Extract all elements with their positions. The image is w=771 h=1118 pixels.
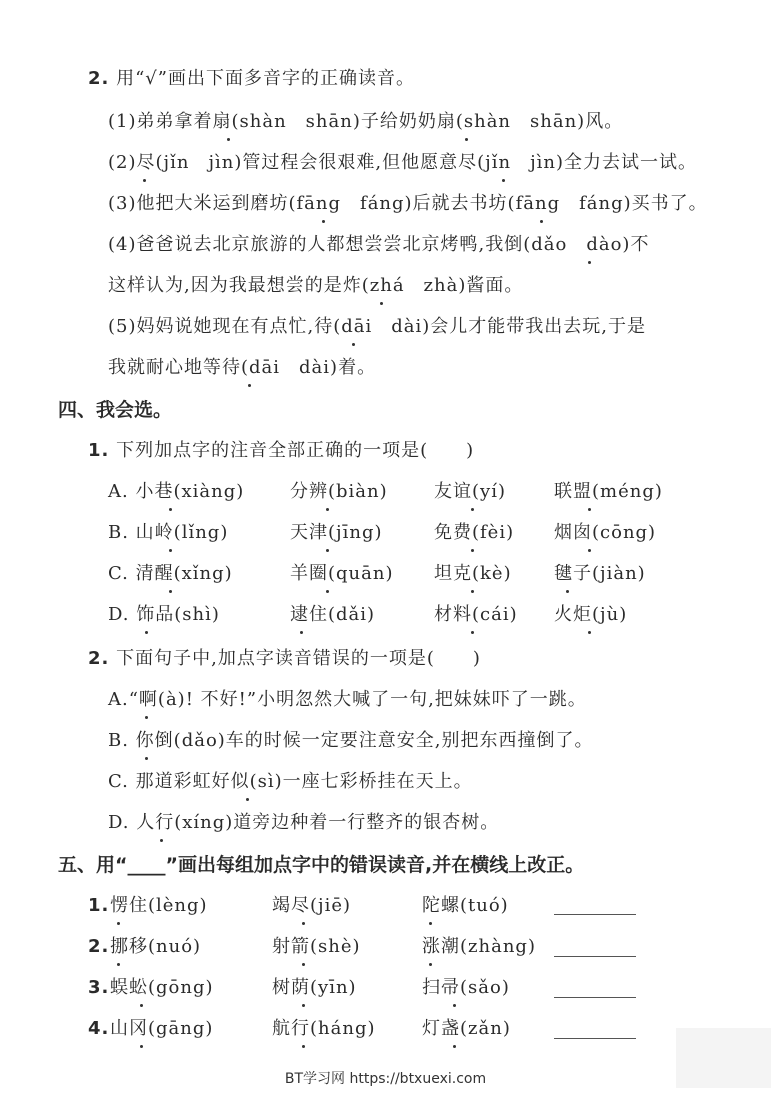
emphasis-dot [117,963,120,966]
emphasis-dot [300,631,303,634]
option-d-3: 材料(cái) [434,604,518,625]
row-4-word-1: 山冈(gāng) [110,1018,214,1039]
emphasis-dot [140,1045,143,1048]
emphasis-dot [471,590,474,593]
emphasis-dot [429,922,432,925]
row-4 [88,1016,109,1042]
sentence-3: (3)他把大米运到磨坊(fāng fáng)后就去书坊(fāng fáng)买书了。 [108,193,708,214]
row-number: 3. [88,977,110,998]
emphasis-dot [566,590,569,593]
choice-a: A.“啊(à)! 不好!”小明忽然大喊了一句,把妹妹吓了一跳。 [108,689,587,710]
emphasis-dot [326,590,329,593]
row-1-word-2: 竭尽(jiē) [272,895,352,916]
emphasis-dot [302,1045,305,1048]
sentence-4: (4)爸爸说去北京旅游的人都想尝尝北京烤鸭,我倒(dǎo dào)不 [108,234,650,255]
sentence-5-cont: 我就耐心地等待(dāi dài)着。 [108,357,377,378]
emphasis-dot [302,963,305,966]
answer-blank-2[interactable] [554,955,636,957]
sentence-5: (5)妈妈说她现在有点忙,待(dāi dài)会儿才能带我出去玩,于是 [108,316,647,337]
row-number: 4. [88,1018,110,1039]
emphasis-dot [502,179,505,182]
option-d-2: 逮住(dǎi) [290,604,376,625]
emphasis-dot [471,631,474,634]
question-number: 2. [88,648,110,669]
emphasis-dot [588,631,591,634]
emphasis-dot [471,508,474,511]
option-a-3: 友谊(yí) [434,481,506,502]
emphasis-dot [143,179,146,182]
emphasis-dot [302,922,305,925]
footer-watermark: BT学习网 https://btxuexi.com [284,1071,487,1087]
sentence-2: (2)尽(jǐn jìn)管过程会很艰难,但他愿意尽(jǐn jìn)全力去试一试。 [108,152,698,173]
choice-c: C. 那道彩虹好似(sì)一座七彩桥挂在天上。 [108,771,473,792]
row-1-word-1: 愣住(lèng) [110,895,208,916]
emphasis-dot [588,549,591,552]
answer-blank-3[interactable] [554,996,636,998]
row-number: 2. [88,936,110,957]
section-4-q1 [88,438,474,464]
row-3 [88,975,109,1001]
emphasis-dot [429,963,432,966]
emphasis-dot [117,922,120,925]
emphasis-dot [453,1045,456,1048]
emphasis-dot [169,549,172,552]
row-3-word-1: 蜈蚣(gōng) [110,977,214,998]
row-2-word-3: 涨潮(zhàng) [422,936,536,957]
option-c-4: 毽子(jiàn) [554,563,646,584]
row-2-word-2: 射箭(shè) [272,936,361,957]
row-2 [88,934,109,960]
option-b-2: 天津(jīng) [290,522,383,543]
question-text: 用“√”画出下面多音字的正确读音。 [116,68,415,89]
emphasis-dot [227,138,230,141]
row-3-word-2: 树荫(yīn) [272,977,357,998]
row-1-word-3: 陀螺(tuó) [422,895,509,916]
option-d-1: D. 饰品(shì) [108,604,220,625]
option-b-3: 免费(fèi) [434,522,515,543]
emphasis-dot [145,716,148,719]
row-2-word-1: 挪移(nuó) [110,936,202,957]
question-2-title [88,66,415,92]
question-number: 1. [88,440,110,461]
option-c-3: 坦克(kè) [434,563,512,584]
sentence-4-cont: 这样认为,因为我最想尝的是炸(zhá zhà)酱面。 [108,275,524,296]
emphasis-dot [465,138,468,141]
sentence-1: (1)弟弟拿着扇(shàn shān)子给奶奶扇(shàn shān)风。 [108,111,624,132]
question-number: 2. [88,68,110,89]
emphasis-dot [380,302,383,305]
emphasis-dot [326,549,329,552]
emphasis-dot [302,1004,305,1007]
emphasis-dot [169,508,172,511]
emphasis-dot [326,508,329,511]
section-5-title: 五、用“____”画出每组加点字中的错误读音,并在横线上改正。 [58,854,585,876]
option-b-1: B. 山岭(lǐng) [108,522,229,543]
option-a-4: 联盟(méng) [554,481,663,502]
emphasis-dot [540,220,543,223]
option-c-1: C. 清醒(xǐng) [108,563,233,584]
emphasis-dot [160,839,163,842]
answer-blank-4[interactable] [554,1037,636,1039]
row-number: 1. [88,895,110,916]
emphasis-dot [140,1004,143,1007]
emphasis-dot [352,343,355,346]
option-c-2: 羊圈(quān) [290,563,394,584]
emphasis-dot [145,757,148,760]
answer-blank-1[interactable] [554,913,636,915]
emphasis-dot [246,798,249,801]
row-3-word-3: 扫帚(sǎo) [422,977,510,998]
section-4-q2 [88,646,481,672]
emphasis-dot [145,631,148,634]
emphasis-dot [322,220,325,223]
emphasis-dot [471,549,474,552]
option-a-2: 分辨(biàn) [290,481,388,502]
row-1 [88,893,109,919]
emphasis-dot [248,384,251,387]
emphasis-dot [169,590,172,593]
section-4-title: 四、我会选。 [58,399,173,421]
choice-d: D. 人行(xíng)道旁边种着一行整齐的银杏树。 [108,812,500,833]
choice-b: B. 你倒(dǎo)车的时候一定要注意安全,别把东西撞倒了。 [108,730,594,751]
row-4-word-3: 灯盏(zǎn) [422,1018,511,1039]
question-text: 下列加点字的注音全部正确的一项是( ) [116,440,475,461]
row-4-word-2: 航行(háng) [272,1018,376,1039]
option-d-4: 火炬(jù) [554,604,628,625]
option-a-1: A. 小巷(xiàng) [108,481,245,502]
emphasis-dot [453,1004,456,1007]
question-text: 下面句子中,加点字读音错误的一项是( ) [116,648,481,669]
option-b-4: 烟囱(cōng) [554,522,657,543]
emphasis-dot [588,261,591,264]
emphasis-dot [588,508,591,511]
